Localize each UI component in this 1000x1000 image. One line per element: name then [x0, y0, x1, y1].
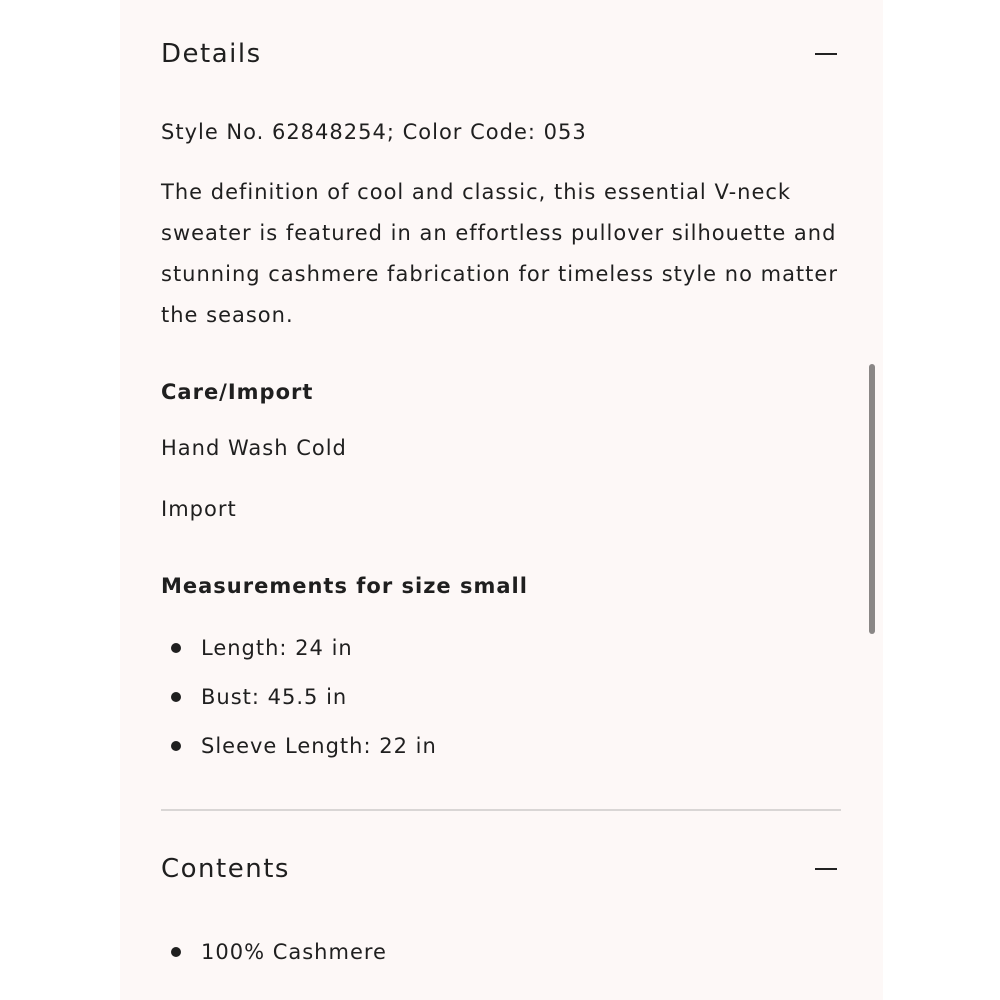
scrollbar-thumb[interactable] — [869, 364, 875, 634]
contents-accordion-header[interactable] — [161, 849, 842, 889]
contents-title: Contents — [161, 854, 290, 884]
contents-label: 100% Cashmere — [201, 940, 387, 964]
details-accordion-header[interactable] — [161, 34, 842, 74]
care-import-heading: Care/Import — [161, 380, 314, 404]
bullet-dot-icon — [171, 741, 181, 751]
bullet-dot-icon — [171, 692, 181, 702]
details-collapse-button[interactable] — [812, 34, 842, 74]
product-info-panel — [120, 0, 883, 1000]
minus-icon — [815, 868, 837, 870]
measurement-label: Bust: 45.5 in — [201, 685, 348, 709]
measurements-heading: Measurements for size small — [161, 574, 528, 598]
details-title: Details — [161, 39, 262, 69]
bullet-dot-icon — [171, 947, 181, 957]
bullet-dot-icon — [171, 643, 181, 653]
minus-icon — [815, 53, 837, 55]
measurement-label: Sleeve Length: 22 in — [201, 734, 437, 758]
contents-collapse-button[interactable] — [812, 849, 842, 889]
style-number: Style No. 62848254; Color Code: 053 — [161, 120, 587, 144]
care-item: Hand Wash Cold — [161, 436, 347, 460]
product-description: The definition of cool and classic, this essential V-neck sweater is featured in an effortless pullover silhouette and stunning cashmere fabrication for timeless style no matter the season. — [161, 180, 838, 327]
measurement-label: Length: 24 in — [201, 636, 353, 660]
section-divider — [161, 809, 841, 811]
care-item: Import — [161, 497, 237, 521]
